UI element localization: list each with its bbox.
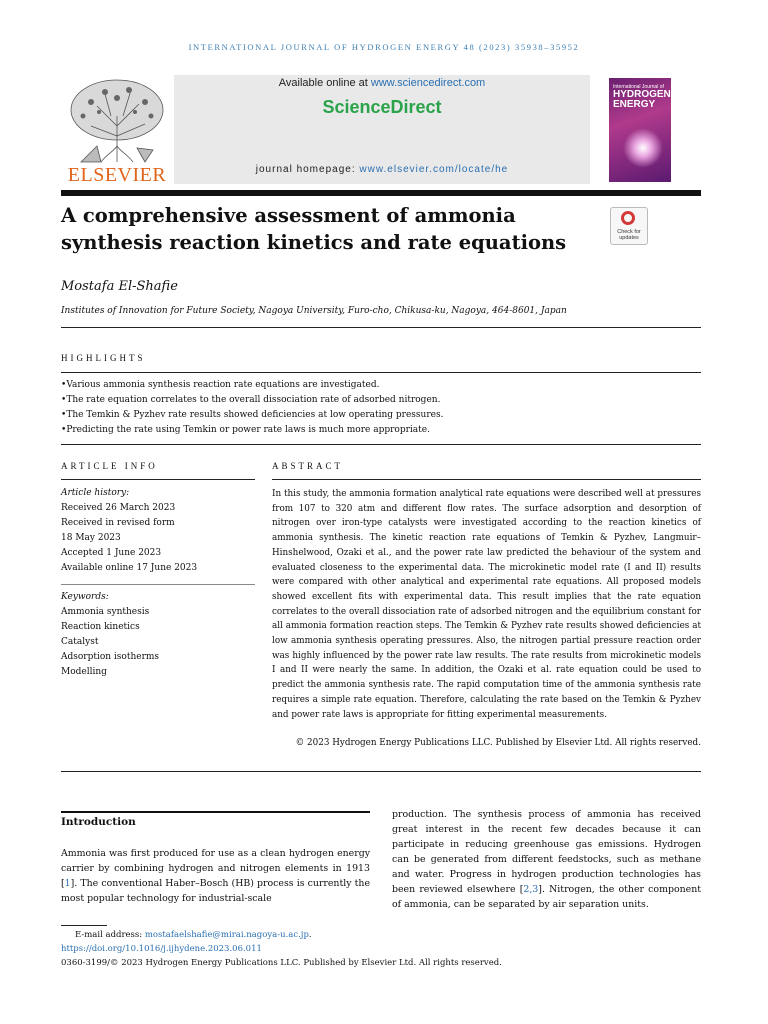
article-title [61, 202, 601, 256]
cover-title-2: ENERGY [613, 99, 656, 110]
history-item: Accepted 1 June 2023 [61, 548, 162, 558]
affiliation-rule [61, 327, 701, 328]
intro-right-column [392, 807, 701, 912]
author-name[interactable]: Mostafa El-Shafie [61, 279, 178, 294]
keyword-item[interactable]: Catalyst [61, 637, 99, 647]
doi-link[interactable]: https://doi.org/10.1016/j.ijhydene.2023.06.011 [61, 944, 262, 954]
check-updates-icon [621, 211, 635, 225]
highlights-rule [61, 372, 701, 373]
check-updates-label: Check for updates [617, 229, 641, 241]
keywords [61, 590, 255, 680]
cover-title-1: HYDROGEN [613, 89, 671, 100]
highlights-bottom-rule [61, 444, 701, 445]
cover-title [613, 84, 669, 110]
highlights-list [61, 378, 701, 438]
issn-footnote: 0360-3199/© 2023 Hydrogen Energy Publications LLC. Published by Elsevier Ltd. All rights reserved. [61, 958, 502, 968]
keyword-item[interactable]: Reaction kinetics [61, 622, 140, 632]
highlight-item: • Predicting the rate using Temkin or power rate laws is much more appropriate. [61, 423, 701, 438]
journal-homepage [174, 164, 590, 175]
email-end: . [308, 930, 312, 940]
title-line-1: A comprehensive assessment of ammonia [61, 204, 516, 227]
highlight-item: • The rate equation correlates to the overall dissociation rate of adsorbed nitrogen. [61, 393, 701, 408]
keywords-rule [61, 584, 255, 585]
cover-glow-graphic [623, 128, 663, 168]
highlights-label: HIGHLIGHTS [61, 353, 146, 363]
intro-left-column [61, 846, 370, 906]
journal-homepage-link[interactable]: www.elsevier.com/locate/he [359, 164, 509, 175]
sciencedirect-link[interactable]: www.sciencedirect.com [370, 77, 486, 89]
elsevier-wordmark[interactable]: ELSEVIER [67, 164, 167, 186]
header-rule [61, 190, 701, 196]
abstract-rule [272, 479, 701, 480]
highlight-item: • Various ammonia synthesis reaction rate equations are investigated. [61, 378, 701, 393]
intro-text: production. The synthesis process of ammonia has received great interest in the recent few decades because it can participate in reducing greenhouse gas emissions. Hydrogen can be generated from different feedstocks, such as methane and water. Progress in hydrogen production technologies has been reviewed elsewhere [ [392, 809, 701, 895]
footnote-rule [61, 925, 107, 926]
keywords-label: Keywords: [61, 592, 109, 602]
email-link[interactable]: mostafaelshafie@mirai.nagoya-u.ac.jp [144, 930, 309, 940]
author-affiliation: Institutes of Innovation for Future Society, Nagoya University, Furo-cho, Chikusa-ku, Nagoya, 464-8601, Japan [61, 306, 567, 316]
check-for-updates-button[interactable] [610, 207, 648, 245]
running-head: INTERNATIONAL JOURNAL OF HYDROGEN ENERGY 48 (2023) 35938–35952 [188, 42, 580, 52]
history-item: Received in revised form [61, 518, 175, 528]
email-footnote [75, 930, 312, 940]
keyword-item[interactable]: Modelling [61, 667, 107, 677]
abstract-bottom-rule [61, 771, 701, 772]
article-history [61, 486, 255, 576]
keyword-item[interactable]: Ammonia synthesis [61, 607, 150, 617]
abstract-text: In this study, the ammonia formation analytical rate equations were described well at pressures from 107 to 320 atm and different flow rates. The surface adsorption and desorption of nitrogen over iron-type catalysts were investigated according to the reaction kinetics of ammonia synthesis. The kinetic reaction rate equations of Temkin & Pyzhev, Langmuir–Hinshelwood, Ozaki et al., and the power rate law predicted the behaviour of the system and evaluated closeness to the experimental data. The microkinetic model rate (I and II) results were compared with other analytical and experimental rate equations. All proposed models showed excellent fits with experimental data. This result implies that the rate equation correlates to the overall dissociation rate of adsorbed nitrogen and the equilibrium constant for all ammonia formation reaction steps. The Temkin & Pyzhev rate results showed deficiencies at low ammonia synthesis operating pressures. Also, the nitrogen partial pressure reaction order was highly influenced by the power rate law results. The rate results from microkinetic models I and II were nearly the same. In addition, the Ozaki et al. rate equation could be used to predict the ammonia synthesis rate. The rapid computation time of the ammonia synthesis rate requires a simple rate equation. Therefore, calculating the rate based on the Temkin & Pyzhev and power rate laws is appropriate for fitting experimental measurements. [272, 489, 701, 720]
cover-title-small: International Journal of [613, 84, 664, 90]
highlight-item: • The Temkin & Pyzhev rate results showed deficiencies at low operating pressures. [61, 408, 701, 423]
article-info-rule [61, 479, 255, 480]
introduction-heading: Introduction [61, 816, 136, 828]
available-online [174, 77, 590, 89]
journal-cover-image[interactable] [609, 78, 671, 182]
available-online-label: Available online at [278, 77, 371, 89]
doi-footnote [61, 944, 262, 954]
abstract-label: ABSTRACT [272, 461, 344, 471]
title-line-2: synthesis reaction kinetics and rate equations [61, 231, 567, 254]
history-item: 18 May 2023 [61, 533, 121, 543]
abstract-copyright: © 2023 Hydrogen Energy Publications LLC. Published by Elsevier Ltd. All rights reserved. [295, 738, 701, 748]
history-item: Received 26 March 2023 [61, 503, 176, 513]
intro-text: ]. The conventional Haber–Bosch (HB) process is currently the most popular technology for industrial-scale [61, 878, 370, 904]
intro-text: Ammonia was first produced for use as a clean hydrogen energy carrier by combining hydrogen and nitrogen elements in 1913 [ [61, 848, 370, 889]
reference-link[interactable]: 2,3 [523, 884, 539, 895]
email-label: E-mail address: [75, 930, 145, 940]
intro-text: ]. Nitrogen, the other component of ammonia, can be separated by air separation units. [392, 884, 701, 910]
reference-link[interactable]: 1 [64, 878, 71, 889]
keyword-item[interactable]: Adsorption isotherms [61, 652, 160, 662]
history-label: Article history: [61, 488, 130, 498]
sciencedirect-wordmark[interactable]: ScienceDirect [322, 97, 442, 117]
homepage-label: journal homepage: [255, 164, 360, 175]
history-item: Available online 17 June 2023 [61, 563, 198, 573]
article-info-label: ARTICLE INFO [61, 461, 158, 471]
intro-rule [61, 811, 370, 813]
